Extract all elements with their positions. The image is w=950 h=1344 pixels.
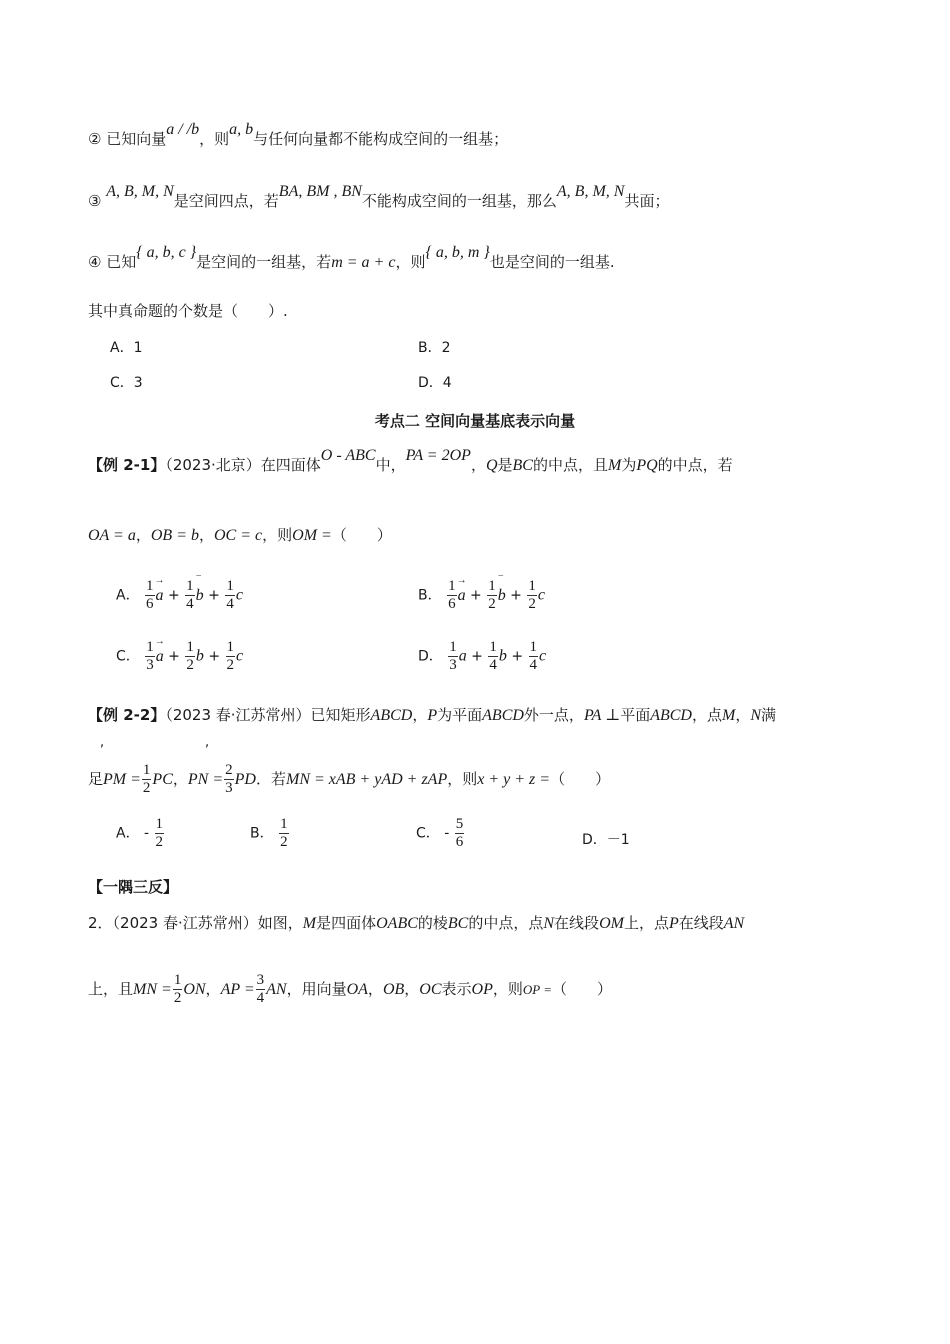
vector: c [537,586,545,604]
vector: c [539,647,547,665]
text: ，则 [395,253,426,271]
text: 的中点，若 [657,456,733,474]
math: OP [471,981,493,998]
denominator: 4 [256,990,265,1006]
denominator: 2 [173,990,182,1006]
option-c[interactable]: C．3 [110,375,143,391]
vector: ‾ b [498,587,506,604]
statement-4 [88,244,890,274]
math: a / /b [166,121,200,138]
math: MN = [133,981,172,998]
text: （2023·北京）在四面体 [165,456,321,474]
circled-number: ② [88,130,102,148]
text: （2023 春·江苏常州）已知矩形 [165,706,371,724]
math: PN = [187,771,224,788]
denominator: 6 [448,596,456,612]
math: OP = [522,982,552,997]
math: MN = xAB + yAD + zAP [285,771,448,788]
math: BA, BM , BN [278,183,362,200]
text: （ ） [552,980,613,998]
example-2-1-option-a[interactable]: A． $\frac{1}{6}$ → a + $\frac{1}{4}$ ‾ b + $\frac{1}{4}$ c [116,578,243,613]
math: ABCD [370,707,413,724]
math: BC [447,915,469,932]
prime-mark: , [205,735,210,750]
text: ， [412,706,428,724]
text: ， [135,526,151,544]
math: AN [723,915,745,932]
option-label: C． [416,825,440,842]
math: ABCD [482,707,524,724]
math: P [427,707,438,724]
numerator: 2 [225,762,233,778]
math: N [543,915,555,932]
statement-2 [88,121,890,151]
denominator: 2 [142,780,151,796]
vector: → a [156,587,164,604]
numerator: 5 [455,816,464,832]
text: ， [205,980,221,998]
option-d[interactable]: D．4 [418,375,452,391]
denominator: 2 [226,657,235,673]
text: ，则 [492,980,523,998]
fraction [527,578,537,613]
fraction [185,639,195,674]
question-2-line-1 [88,912,890,935]
math: PA ⊥ [583,707,621,724]
fraction [145,578,155,613]
example-2-1-option-c[interactable]: C． $\frac{1}{3}$ → a + $\frac{1}{2}$ b + $\frac{1}{2}$ c [116,639,243,674]
example-2-2-option-c[interactable] [416,816,465,851]
prime-mark: , [100,735,105,750]
fraction [447,578,457,613]
text: 满 [761,706,777,724]
math: OB [382,981,405,998]
vector: ‾ b [196,587,204,604]
text: ，点 [691,706,722,724]
text: ．若 [255,770,286,788]
math: O - ABC [320,447,376,464]
example-tag: 【例 2-1】 [88,456,166,474]
numerator: 3 [256,972,265,988]
fraction [529,639,539,674]
numerator: 1 [226,578,234,594]
text: 中， [375,456,406,474]
option-a[interactable]: A．1 [110,340,143,356]
text: 是 [497,456,513,474]
text: 平面 [620,706,651,724]
math: OB = b [150,527,199,544]
text: 足 [88,770,104,788]
math: M [722,707,736,724]
math: a, b, m [435,244,480,261]
math: ABCD [650,707,692,724]
option-value: －1 [606,832,630,848]
numerator: 1 [146,639,154,655]
text: ，则 [262,526,293,544]
math-set: { a, b, m } [425,244,490,261]
fraction [155,816,165,851]
fraction [173,972,183,1007]
example-2-1-option-d[interactable]: D． $\frac{1}{3}$ a + $\frac{1}{4}$ b + $\frac{1}{4}$ c [418,639,547,673]
math: PC [152,771,173,788]
numerator: 1 [173,972,182,988]
text: 为 [621,456,637,474]
text: 已知 [106,253,137,271]
text: 共面； [624,192,670,210]
text: 是空间的一组基，若 [196,253,332,271]
denominator: 2 [528,596,536,612]
fraction [279,816,289,851]
example-2-1-line-2 [88,524,890,547]
numerator: 1 [226,639,235,655]
denominator: 6 [455,834,464,850]
text: ， [198,526,214,544]
numerator: 1 [186,578,194,594]
text: 与任何向量都不能构成空间的一组基； [253,130,509,148]
example-2-1-option-b[interactable]: B． $\frac{1}{6}$ → a + $\frac{1}{2}$ ‾ b + $\frac{1}{2}$ c [418,578,545,613]
example-2-2-option-d[interactable] [582,829,630,849]
vector: → a [156,648,164,665]
math: M [302,915,317,932]
option-label: A． [116,825,140,842]
math: OA = a [88,527,136,544]
numerator: 1 [449,639,457,655]
text: ， [735,706,751,724]
text: ， [470,456,486,474]
option-label: B． [418,587,442,604]
minus-sign: - [144,825,150,842]
text: 表示 [441,980,472,998]
fraction [487,578,497,613]
denominator: 4 [529,657,538,673]
numerator: 1 [155,816,164,832]
option-label: D． [418,648,443,665]
fraction [488,639,498,674]
numerator: 1 [142,762,151,778]
math: PA = 2OP [405,447,471,464]
numerator: 1 [488,578,496,594]
denominator: 4 [226,596,234,612]
denominator: 2 [186,657,194,673]
text: 是空间四点，若 [173,192,279,210]
example-2-2-option-a[interactable] [116,816,165,851]
denominator: 2 [488,596,496,612]
math: N [750,707,762,724]
denominator: 4 [186,596,194,612]
numerator: 1 [529,639,538,655]
math: M [608,457,622,474]
math: OC [419,981,442,998]
math: PM = [103,771,141,788]
text: ， [172,770,188,788]
text: 为平面 [437,706,483,724]
text: 在线段 [554,914,600,932]
math: OA [346,981,368,998]
math: AP = [220,981,255,998]
text: 已知向量 [106,130,167,148]
math: a, b [229,121,254,138]
fraction [142,762,152,797]
statement-3 [88,183,890,213]
denominator: 4 [489,657,497,673]
example-2-1-line-1 [88,447,890,477]
option-label: C． [116,648,140,665]
fraction [448,639,458,674]
minus-sign: - [444,825,450,842]
text: （ ） [331,526,392,544]
example-2-2-line-2 [88,762,890,797]
text: 的棱 [417,914,448,932]
math: OM [599,915,624,932]
math: a, b, c [146,244,186,261]
circled-number: ④ [88,253,102,271]
option-label: B． [250,825,274,842]
text: 上，点 [623,914,669,932]
example-2-2-line-1 [88,704,890,727]
text: （ ） [550,770,611,788]
denominator: 6 [146,596,154,612]
fraction [256,972,266,1007]
fraction [225,578,235,613]
numerator: 1 [146,578,154,594]
math: A, B, M, N [556,183,625,200]
question-text: 其中真命题的个数是（ ）. [88,302,288,320]
numerator: 1 [448,578,456,594]
circled-number: ③ [88,192,102,210]
option-label: D． [582,832,607,848]
option-label: A． [116,587,140,604]
denominator: 3 [449,657,457,673]
fraction [145,639,155,674]
numerator: 1 [528,578,536,594]
section-heading: 考点二 空间向量基底表示向量 [374,412,576,430]
math: A, B, M, N [106,183,174,200]
text: 是四面体 [316,914,377,932]
math: ON [183,981,206,998]
text: 在线段 [678,914,724,932]
text: 不能构成空间的一组基，那么 [361,192,557,210]
math: Q [485,457,498,474]
example-2-2-option-b[interactable] [250,816,290,851]
numerator: 1 [280,816,288,832]
vector: → a [458,587,466,604]
section-label: 【一隅三反】 [88,878,179,896]
text: 的中点，点 [468,914,544,932]
denominator: 2 [155,834,164,850]
math: OC = c [214,527,263,544]
option-b[interactable]: B．2 [418,340,451,356]
example-tag: 【例 2-2】 [88,706,166,724]
question-2-line-2 [88,972,890,1007]
math: PD [234,771,256,788]
vector: b [498,647,507,665]
fraction [455,816,465,851]
vector: c [235,586,243,604]
text: ， [404,980,420,998]
vector: b [195,647,204,665]
math: AN [266,981,287,998]
math: m = a + c [331,254,396,271]
denominator: 3 [225,780,233,796]
text: 也是空间的一组基. [489,253,615,271]
text: ，用向量 [286,980,347,998]
question-number: 2． [88,914,113,932]
text: ，则 [447,770,478,788]
denominator: 2 [280,834,288,850]
text: ， [367,980,383,998]
math: PQ [636,457,658,474]
text: 外一点， [523,706,584,724]
math: OABC [376,915,418,932]
text: 上，且 [88,980,134,998]
vector: a [458,647,467,665]
math: x + y + z = [477,771,551,788]
math: P [668,915,679,932]
denominator: 3 [146,657,154,673]
fraction [185,578,195,613]
numerator: 1 [186,639,194,655]
text: （2023 春·江苏常州）如图， [112,914,303,932]
math: BC [512,457,533,474]
numerator: 1 [489,639,497,655]
text: ，则 [199,130,230,148]
fraction [226,639,236,674]
fraction [224,762,234,797]
math: OM = [292,527,332,544]
text: 的中点，且 [532,456,608,474]
vector: c [236,647,244,665]
math-set: { a, b, c } [136,244,197,261]
